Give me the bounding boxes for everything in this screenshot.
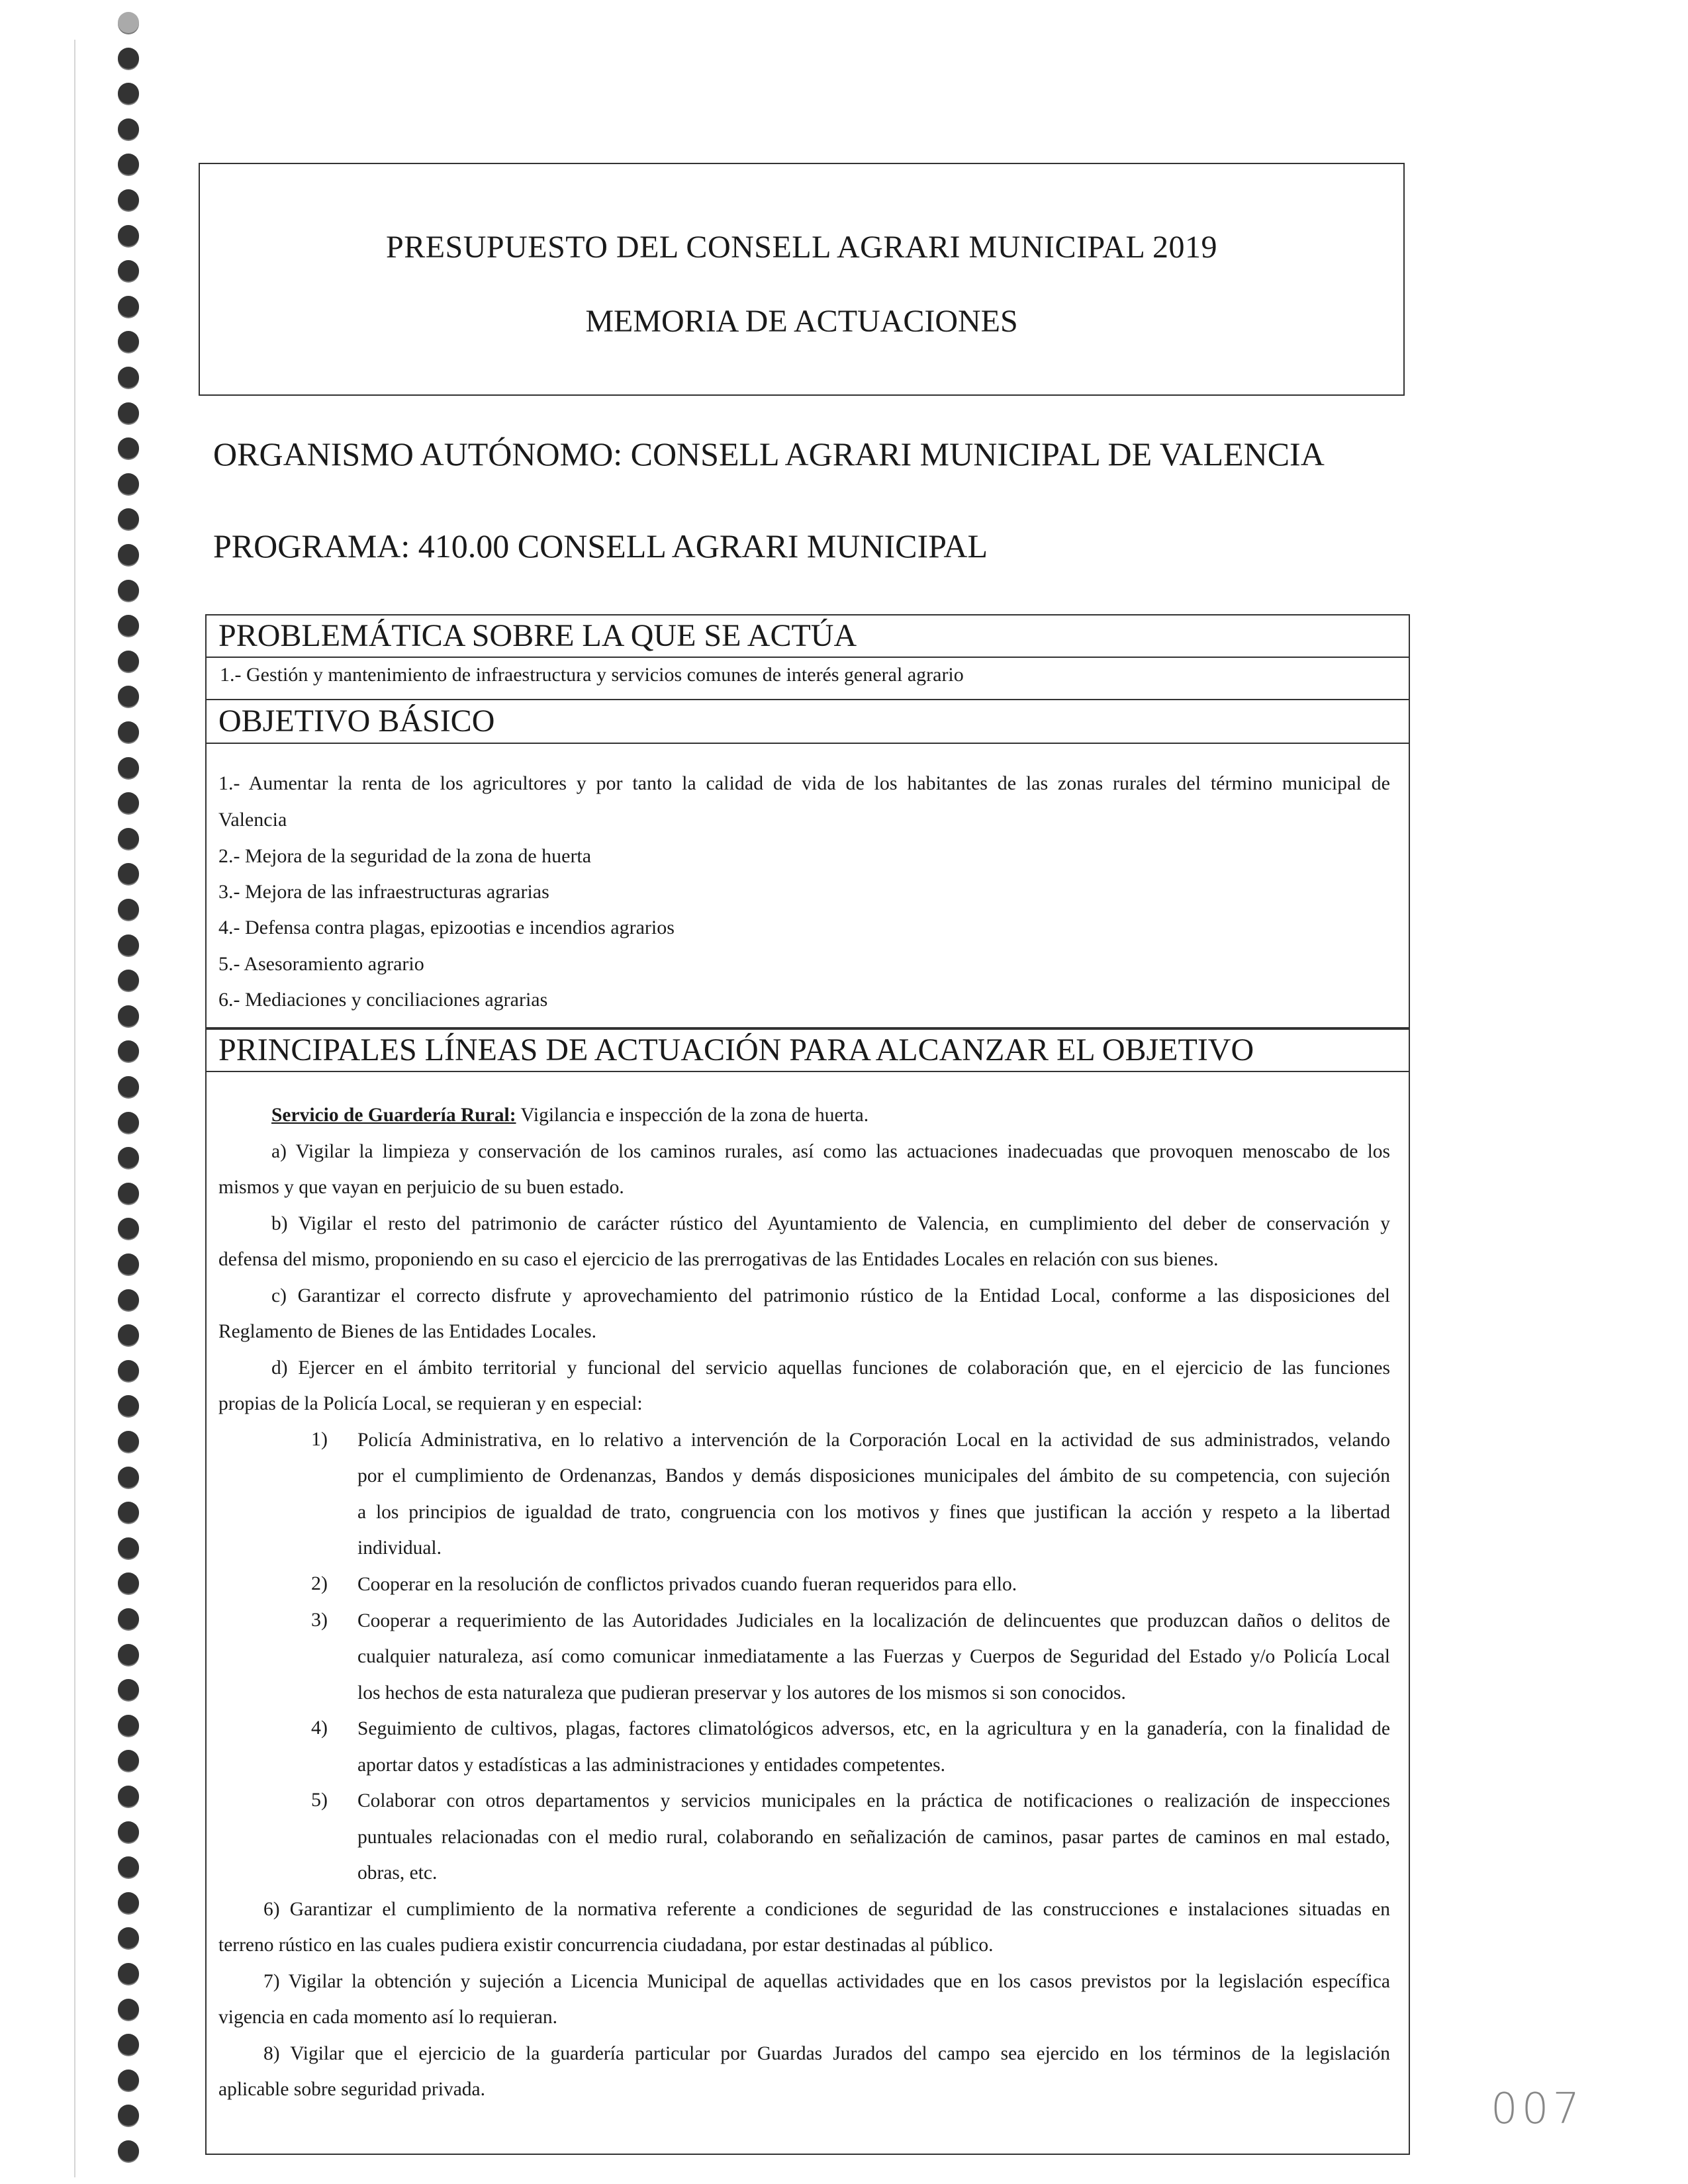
item-6-line2: terreno rústico en las cuales pudiera existir concurrencia ciudadana, por estar destinadas al público. — [218, 1934, 994, 1956]
sub-2-line1: Cooperar en la resolución de conflictos privados cuando fueran requeridos para ello. — [357, 1574, 1017, 1595]
binding-hole — [118, 1183, 139, 1204]
binding-hole — [118, 118, 139, 140]
binding-hole — [118, 1608, 139, 1629]
binding-hole — [118, 1040, 139, 1062]
binding-hole — [118, 1005, 139, 1026]
binding-hole — [118, 1467, 139, 1488]
page-number: 007 — [1491, 2085, 1584, 2134]
binding-hole — [118, 1360, 139, 1381]
item-8-line2: aplicable sobre seguridad privada. — [218, 2079, 486, 2100]
sub-3-line1: Cooperar a requerimiento de las Autoridades Judiciales en la localización de delincuentes que produzcan daños o delitos de — [357, 1610, 1390, 1631]
binding-hole — [118, 615, 139, 636]
sub-1-line1: Policía Administrativa, en lo relativo a intervención de la Corporación Local en la actividad de sus administrados, velando — [357, 1430, 1390, 1451]
page-edge-line — [74, 40, 75, 2177]
binding-hole — [118, 757, 139, 778]
binding-hole — [118, 1750, 139, 1771]
servicio-title: Servicio de Guardería Rural: — [271, 1105, 516, 1126]
binding-hole — [118, 1963, 139, 1984]
item-d-line1: d) Ejercer en el ámbito territorial y funcional del servicio aquellas funciones de colaboración que, en el ejercicio de las funciones — [271, 1357, 1390, 1379]
binding-hole — [118, 580, 139, 601]
item-7-line1: 7) Vigilar la obtención y sujeción a Licencia Municipal de aquellas actividades que en los casos previstos por la legislación específica — [263, 1971, 1390, 1992]
binding-hole — [118, 934, 139, 956]
objetivo-item-1: 1.- Aumentar la renta de los agricultores y por tanto la calidad de vida de los habitantes de las zonas rurales del término municipal de — [218, 772, 1390, 794]
item-a-line2: mismos y que vayan en perjuicio de su buen estado. — [218, 1177, 624, 1198]
binding-holes — [118, 7, 142, 2177]
objetivo-item-4: 4.- Defensa contra plagas, epizootias e incendios agrarios — [218, 917, 675, 938]
sub-3-number: 3) — [311, 1609, 328, 1631]
binding-hole — [118, 686, 139, 707]
binding-hole — [118, 1431, 139, 1452]
binding-hole — [118, 1112, 139, 1133]
binding-hole — [118, 1289, 139, 1310]
binding-hole — [118, 1218, 139, 1239]
servicio-line — [271, 1097, 868, 1133]
binding-hole — [118, 402, 139, 424]
objetivo-heading: OBJETIVO BÁSICO — [207, 700, 1409, 744]
binding-hole — [118, 508, 139, 529]
binding-hole — [118, 1786, 139, 1807]
sub-4-line1: Seguimiento de cultivos, plagas, factores climatológicos adversos, etc, en la agricultura y en la ganadería, con la finalidad de — [357, 1718, 1390, 1739]
binding-hole — [118, 899, 139, 920]
binding-hole — [118, 437, 139, 459]
sub-3-line3: los hechos de esta naturaleza que pudieran preservar y los autores de los mismos si son conocidos. — [357, 1682, 1126, 1704]
binding-hole — [118, 1927, 139, 1948]
binding-hole — [118, 1892, 139, 1913]
binding-hole — [118, 2034, 139, 2055]
sub-4-number: 4) — [311, 1717, 328, 1739]
objetivo-item-1-cont: Valencia — [218, 809, 287, 831]
lineas-heading: PRINCIPALES LÍNEAS DE ACTUACIÓN PARA ALCANZAR EL OBJETIVO — [207, 1030, 1409, 1072]
item-c-line2: Reglamento de Bienes de las Entidades Locales. — [218, 1321, 596, 1342]
organismo-line: ORGANISMO AUTÓNOMO: CONSELL AGRARI MUNICIPAL DE VALENCIA — [213, 435, 1325, 473]
item-b-line2: defensa del mismo, proponiendo en su caso el ejercicio de las prerrogativas de las Entidades Locales en relación con sus bienes. — [218, 1249, 1219, 1270]
binding-hole — [118, 1856, 139, 1878]
sub-5-number: 5) — [311, 1789, 328, 1811]
binding-hole — [118, 367, 139, 388]
binding-hole — [118, 1502, 139, 1523]
binding-hole — [118, 863, 139, 884]
binding-hole — [118, 970, 139, 991]
binding-hole — [118, 544, 139, 565]
binding-hole — [118, 1324, 139, 1345]
binding-hole — [118, 2140, 139, 2161]
binding-hole — [118, 225, 139, 246]
binding-hole — [118, 48, 139, 69]
item-c-line1: c) Garantizar el correcto disfrute y aprovechamiento del patrimonio rústico de la Entidad Local, conforme a las disposiciones del — [271, 1285, 1390, 1306]
problematica-item: 1.- Gestión y mantenimiento de infraestructura y servicios comunes de interés general agrario — [220, 664, 964, 686]
sub-5-line1: Colaborar con otros departamentos y servicios municipales en la práctica de notificaciones o realización de inspecciones — [357, 1790, 1390, 1811]
binding-hole — [118, 721, 139, 743]
binding-hole — [118, 1644, 139, 1665]
binding-hole — [118, 83, 139, 104]
sub-2-number: 2) — [311, 1572, 328, 1594]
binding-hole — [118, 260, 139, 281]
problematica-heading: PROBLEMÁTICA SOBRE LA QUE SE ACTÚA — [207, 615, 1409, 658]
binding-hole — [118, 1147, 139, 1168]
binding-hole — [118, 1821, 139, 1843]
item-7-line2: vigencia en cada momento así lo requieran. — [218, 2007, 557, 2028]
servicio-text: Vigilancia e inspección de la zona de huerta. — [516, 1105, 869, 1126]
binding-hole — [118, 1679, 139, 1700]
binding-hole — [118, 154, 139, 175]
sub-1-line3: a los principios de igualdad de trato, congruencia con los motivos y fines que justifican la acción y respeto a la libertad — [357, 1502, 1390, 1523]
item-8-line1: 8) Vigilar que el ejercicio de la guardería particular por Guardas Jurados del campo sea ejercido en los términos de la legislación — [263, 2043, 1390, 2064]
binding-hole — [118, 189, 139, 210]
sub-1-line4: individual. — [357, 1537, 442, 1559]
document-title: PRESUPUESTO DEL CONSELL AGRARI MUNICIPAL 2019 — [386, 230, 1217, 265]
binding-hole — [118, 473, 139, 494]
sub-1-line2: por el cumplimiento de Ordenanzas, Bandos y demás disposiciones municipales del ámbito de su competencia, con sujeción — [357, 1465, 1390, 1486]
binding-hole — [118, 1572, 139, 1594]
binding-hole — [118, 2070, 139, 2091]
item-d-line2: propias de la Policía Local, se requieran y en especial: — [218, 1393, 643, 1414]
binding-hole — [118, 1076, 139, 1097]
objetivo-item-2: 2.- Mejora de la seguridad de la zona de huerta — [218, 845, 592, 867]
programa-line: PROGRAMA: 410.00 CONSELL AGRARI MUNICIPAL — [213, 527, 988, 565]
document-subtitle: MEMORIA DE ACTUACIONES — [585, 304, 1018, 339]
problematica-section — [205, 614, 1410, 700]
item-6-line1: 6) Garantizar el cumplimiento de la normativa referente a condiciones de seguridad de las construcciones e instalaciones situadas en — [263, 1899, 1390, 1920]
header-box — [199, 163, 1405, 396]
binding-hole — [118, 792, 139, 813]
binding-hole — [118, 1537, 139, 1559]
sub-3-line2: cualquier naturaleza, así como comunicar inmediatamente a las Fuerzas y Cuerpos de Seguridad del Estado y/o Policía Local — [357, 1646, 1390, 1667]
binding-hole — [118, 1395, 139, 1416]
sub-1-number: 1) — [311, 1428, 328, 1450]
objetivo-item-5: 5.- Asesoramiento agrario — [218, 953, 424, 975]
binding-hole — [118, 2105, 139, 2126]
binding-hole — [118, 828, 139, 849]
objetivo-item-3: 3.- Mejora de las infraestructuras agrarias — [218, 881, 549, 903]
item-b-line1: b) Vigilar el resto del patrimonio de carácter rústico del Ayuntamiento de Valencia, en cumplimiento del deber de conservación y — [271, 1213, 1390, 1234]
objetivo-item-6: 6.- Mediaciones y conciliaciones agrarias — [218, 989, 548, 1011]
binding-hole — [118, 651, 139, 672]
binding-hole — [118, 1715, 139, 1736]
item-a-line1: a) Vigilar la limpieza y conservación de los caminos rurales, así como las actuaciones inadecuadas que provoquen menoscabo de los — [271, 1141, 1390, 1162]
sub-5-line3: obras, etc. — [357, 1862, 438, 1884]
sub-5-line2: puntuales relacionadas con el medio rural, colaborando en señalización de caminos, pasar partes de caminos en mal estado, — [357, 1827, 1390, 1848]
binding-hole — [118, 331, 139, 352]
binding-hole — [118, 296, 139, 317]
binding-hole — [118, 1999, 139, 2020]
sub-4-line2: aportar datos y estadísticas a las administraciones y entidades competentes. — [357, 1754, 945, 1776]
binding-hole — [118, 12, 139, 33]
binding-hole — [118, 1253, 139, 1275]
